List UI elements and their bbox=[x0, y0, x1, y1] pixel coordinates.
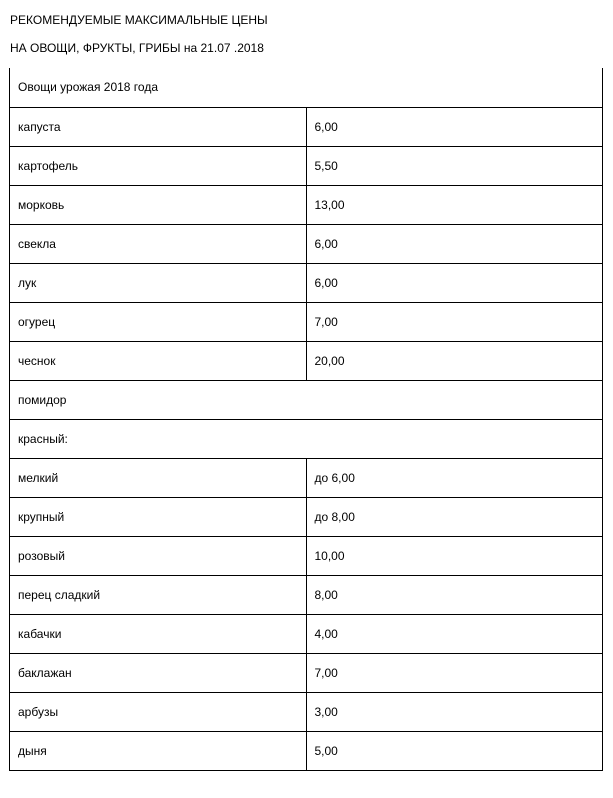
table-row bbox=[10, 146, 603, 185]
item-price: 20,00 bbox=[306, 341, 603, 380]
item-price: 4,00 bbox=[306, 614, 603, 653]
table-row bbox=[10, 653, 603, 692]
item-name: лук bbox=[10, 263, 307, 302]
table-row bbox=[10, 263, 603, 302]
item-price: 6,00 bbox=[306, 107, 603, 146]
item-name: перец сладкий bbox=[10, 575, 307, 614]
item-name: розовый bbox=[10, 536, 307, 575]
item-price: 7,00 bbox=[306, 653, 603, 692]
item-price: 3,00 bbox=[306, 692, 603, 731]
item-price: 6,00 bbox=[306, 224, 603, 263]
table-row bbox=[10, 536, 603, 575]
table-row bbox=[10, 614, 603, 653]
table-row bbox=[10, 107, 603, 146]
item-name: дыня bbox=[10, 731, 307, 770]
item-price: 5,50 bbox=[306, 146, 603, 185]
item-name: мелкий bbox=[10, 458, 307, 497]
item-price: 5,00 bbox=[306, 731, 603, 770]
item-price: 7,00 bbox=[306, 302, 603, 341]
table-row bbox=[10, 302, 603, 341]
table-row bbox=[10, 458, 603, 497]
price-table bbox=[9, 68, 603, 771]
table-row bbox=[10, 692, 603, 731]
item-name: картофель bbox=[10, 146, 307, 185]
item-name: кабачки bbox=[10, 614, 307, 653]
item-price: 10,00 bbox=[306, 536, 603, 575]
item-name: капуста bbox=[10, 107, 307, 146]
table-row bbox=[10, 731, 603, 770]
item-name: огурец bbox=[10, 302, 307, 341]
price-table-body bbox=[10, 68, 603, 770]
group-row bbox=[10, 380, 603, 419]
table-row bbox=[10, 575, 603, 614]
item-name: морковь bbox=[10, 185, 307, 224]
item-price: до 8,00 bbox=[306, 497, 603, 536]
item-price: 13,00 bbox=[306, 185, 603, 224]
item-price: 6,00 bbox=[306, 263, 603, 302]
item-price: 8,00 bbox=[306, 575, 603, 614]
group-title: помидор bbox=[10, 380, 603, 419]
item-name: крупный bbox=[10, 497, 307, 536]
subgroup-title: красный: bbox=[10, 419, 603, 458]
table-row bbox=[10, 497, 603, 536]
table-row bbox=[10, 341, 603, 380]
page-title: РЕКОМЕНДУЕМЫЕ МАКСИМАЛЬНЫЕ ЦЕНЫ bbox=[10, 13, 268, 27]
item-price: до 6,00 bbox=[306, 458, 603, 497]
section-title: Овощи урожая 2018 года bbox=[10, 68, 603, 107]
item-name: свекла bbox=[10, 224, 307, 263]
section-row bbox=[10, 68, 603, 107]
table-row bbox=[10, 185, 603, 224]
table-row bbox=[10, 224, 603, 263]
subgroup-row bbox=[10, 419, 603, 458]
item-name: чеснок bbox=[10, 341, 307, 380]
item-name: баклажан bbox=[10, 653, 307, 692]
item-name: арбузы bbox=[10, 692, 307, 731]
page-subtitle: НА ОВОЩИ, ФРУКТЫ, ГРИБЫ на 21.07 .2018 bbox=[10, 41, 264, 55]
